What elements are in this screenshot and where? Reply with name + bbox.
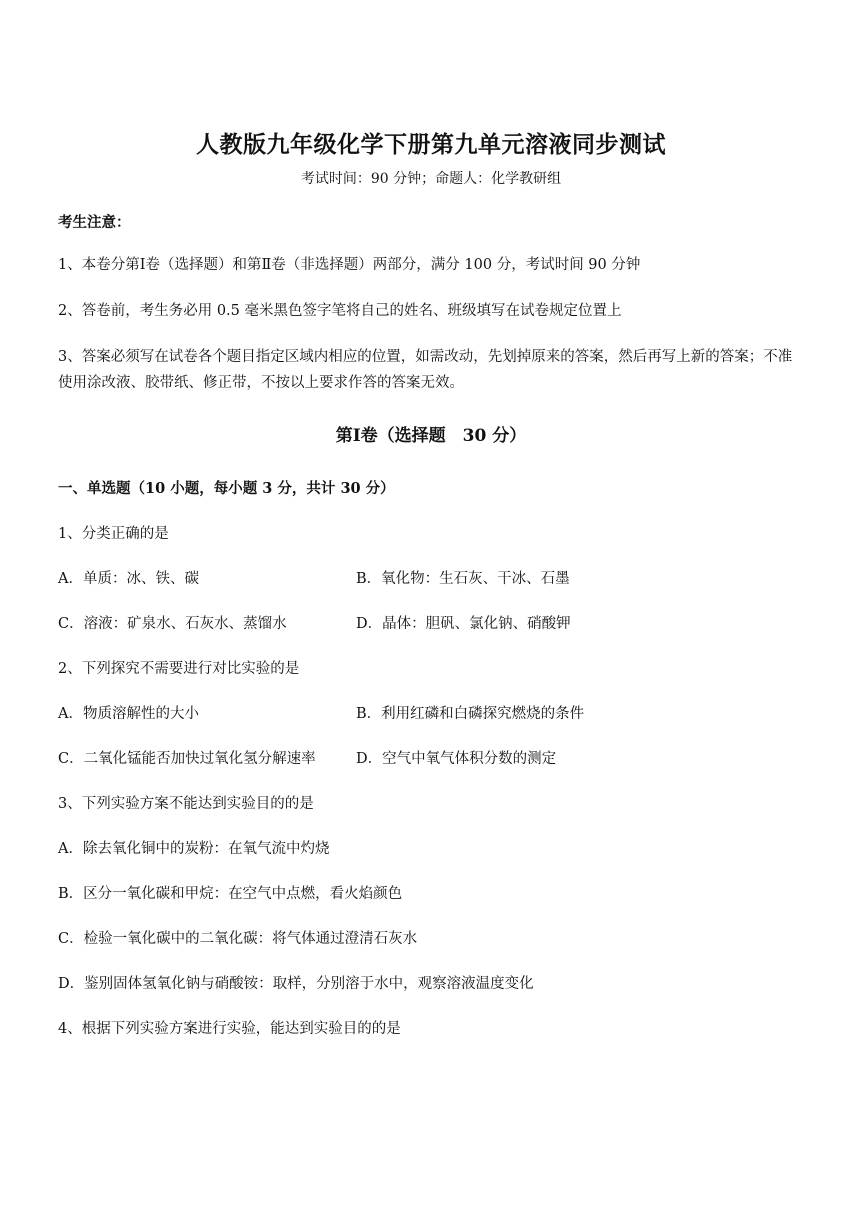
question-3-option-c: C．检验一氧化碳中的二氧化碳：将气体通过澄清石灰水 <box>58 931 418 947</box>
question-3-option-d: D．鉴别固体氢氧化钠与硝酸铵：取样，分别溶于水中，观察溶液温度变化 <box>58 976 534 992</box>
question-1-option-a: A．单质：冰、铁、碳 <box>58 571 199 587</box>
exam-subtitle: 考试时间：90 分钟；命题人：化学教研组 <box>300 171 562 187</box>
question-2-option-a: A．物质溶解性的大小 <box>58 706 199 722</box>
question-1-option-c: C．溶液：矿泉水、石灰水、蒸馏水 <box>58 616 287 632</box>
question-2-option-d: D．空气中氧气体积分数的测定 <box>356 751 557 767</box>
question-1-options-row-2 <box>58 614 804 634</box>
question-2-option-b: B．利用红磷和白磷探究燃烧的条件 <box>356 706 585 722</box>
part-title: 一、单选题（10 小题，每小题 3 分，共计 30 分） <box>58 480 395 497</box>
notice-item-1: 1、本卷分第Ⅰ卷（选择题）和第Ⅱ卷（非选择题）两部分，满分 100 分，考试时间 90 分钟 <box>58 257 641 273</box>
question-1-option-d: D．晶体：胆矾、氯化钠、硝酸钾 <box>356 616 571 632</box>
question-3-stem: 3、下列实验方案不能达到实验目的的是 <box>58 796 314 812</box>
section-title: 第Ⅰ卷（选择题 30 分） <box>335 426 527 446</box>
question-1-stem: 1、分类正确的是 <box>58 526 169 542</box>
exam-title: 人教版九年级化学下册第九单元溶液同步测试 <box>196 131 666 158</box>
notice-item-3: 3、答案必须写在试卷各个题目指定区域内相应的位置，如需改动，先划掉原来的答案，然后再写上新的答案；不准使用涂改液、胶带纸、修正带，不按以上要求作答的答案无效。 <box>58 349 793 391</box>
question-2-stem: 2、下列探究不需要进行对比实验的是 <box>58 661 300 677</box>
question-3-option-b: B．区分一氧化碳和甲烷：在空气中点燃，看火焰颜色 <box>58 886 403 902</box>
question-2-option-c: C．二氧化锰能否加快过氧化氢分解速率 <box>58 751 316 767</box>
question-4-stem: 4、根据下列实验方案进行实验，能达到实验目的的是 <box>58 1021 401 1037</box>
question-1-options-row-1 <box>58 569 804 589</box>
question-1-option-b: B．氧化物：生石灰、干冰、石墨 <box>356 571 570 587</box>
notice-heading: 考生注意： <box>58 214 131 231</box>
question-2-options-row-2 <box>58 749 804 769</box>
question-2-options-row-1 <box>58 704 804 724</box>
notice-item-2: 2、答卷前，考生务必用 0.5 毫米黑色签字笔将自己的姓名、班级填写在试卷规定位置上 <box>58 303 622 319</box>
question-3-option-a: A．除去氧化铜中的炭粉：在氧气流中灼烧 <box>58 841 330 857</box>
